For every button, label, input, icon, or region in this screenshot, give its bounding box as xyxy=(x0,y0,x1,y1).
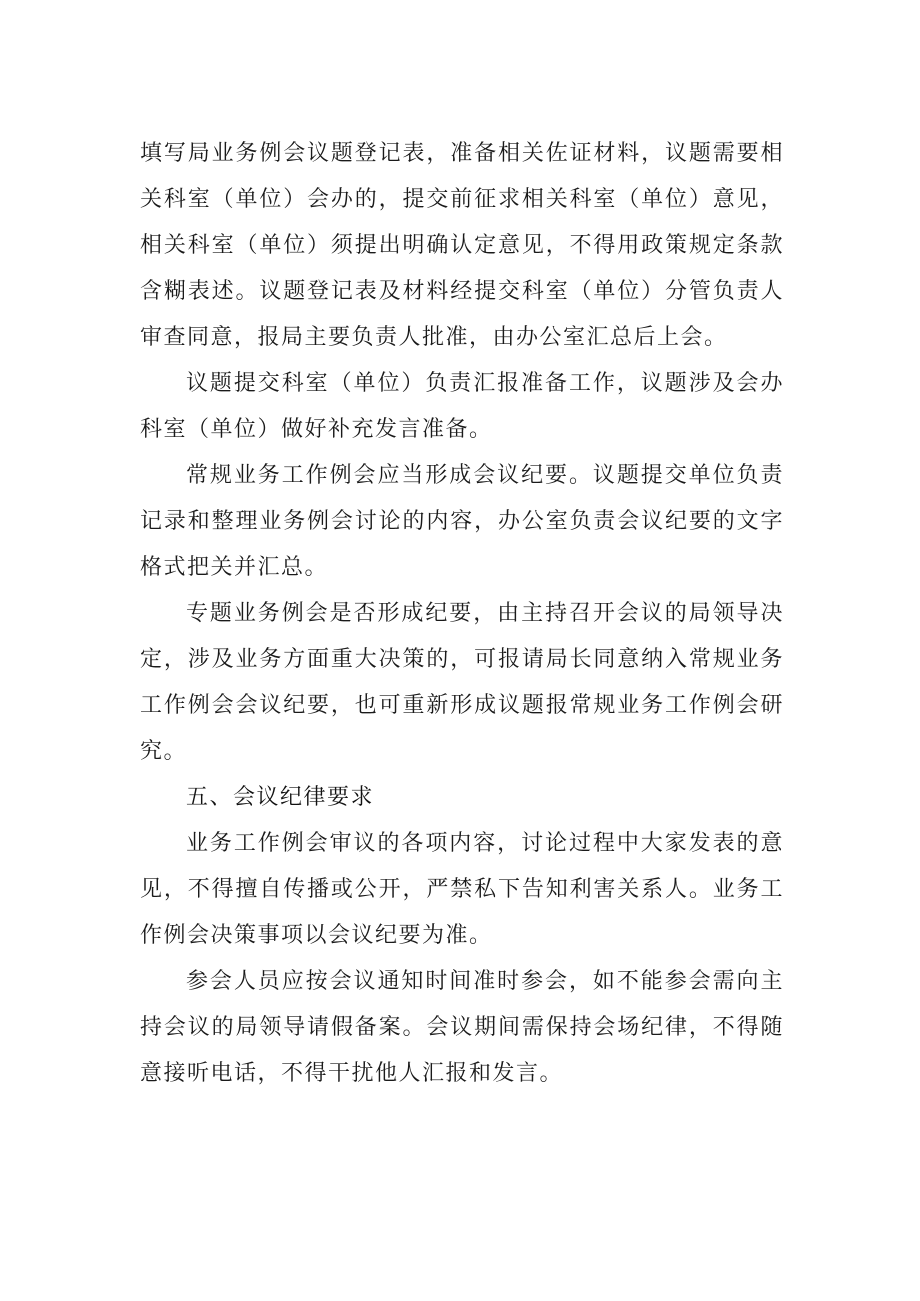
paragraph-attendance: 参会人员应按会议通知时间准时参会，如不能参会需向主持会议的局领导请假备案。会议期间需保持会场纪律，不得随意接听电话，不得干扰他人汇报和发言。 xyxy=(140,969,784,1086)
paragraph-continuation: 填写局业务例会议题登记表，准备相关佐证材料，议题需要相关科室（单位）会办的，提交前征求相关科室（单位）意见，相关科室（单位）须提出明确认定意见，不得用政策规定条款含糊表述。议题登记表及材料经提交科室（单位）分管负责人审查同意，报局主要负责人批准，由办公室汇总后上会。 xyxy=(140,141,784,350)
paragraph-special-minutes: 专题业务例会是否形成纪要，由主持召开会议的局领导决定，涉及业务方面重大决策的，可报请局长同意纳入常规业务工作例会会议纪要，也可重新形成议题报常规业务工作例会研究。 xyxy=(140,601,784,764)
paragraph-confidentiality: 业务工作例会审议的各项内容，讨论过程中大家发表的意见，不得擅自传播或公开，严禁私下告知利害关系人。业务工作例会决策事项以会议纪要为准。 xyxy=(140,831,784,948)
paragraph-report-preparation: 议题提交科室（单位）负责汇报准备工作，议题涉及会办科室（单位）做好补充发言准备。 xyxy=(140,371,784,442)
paragraph-regular-minutes: 常规业务工作例会应当形成会议纪要。议题提交单位负责记录和整理业务例会讨论的内容，办公室负责会议纪要的文字格式把关并汇总。 xyxy=(140,463,784,580)
section-heading-discipline: 五、会议纪律要求 xyxy=(186,785,375,810)
document-body xyxy=(140,131,784,1097)
